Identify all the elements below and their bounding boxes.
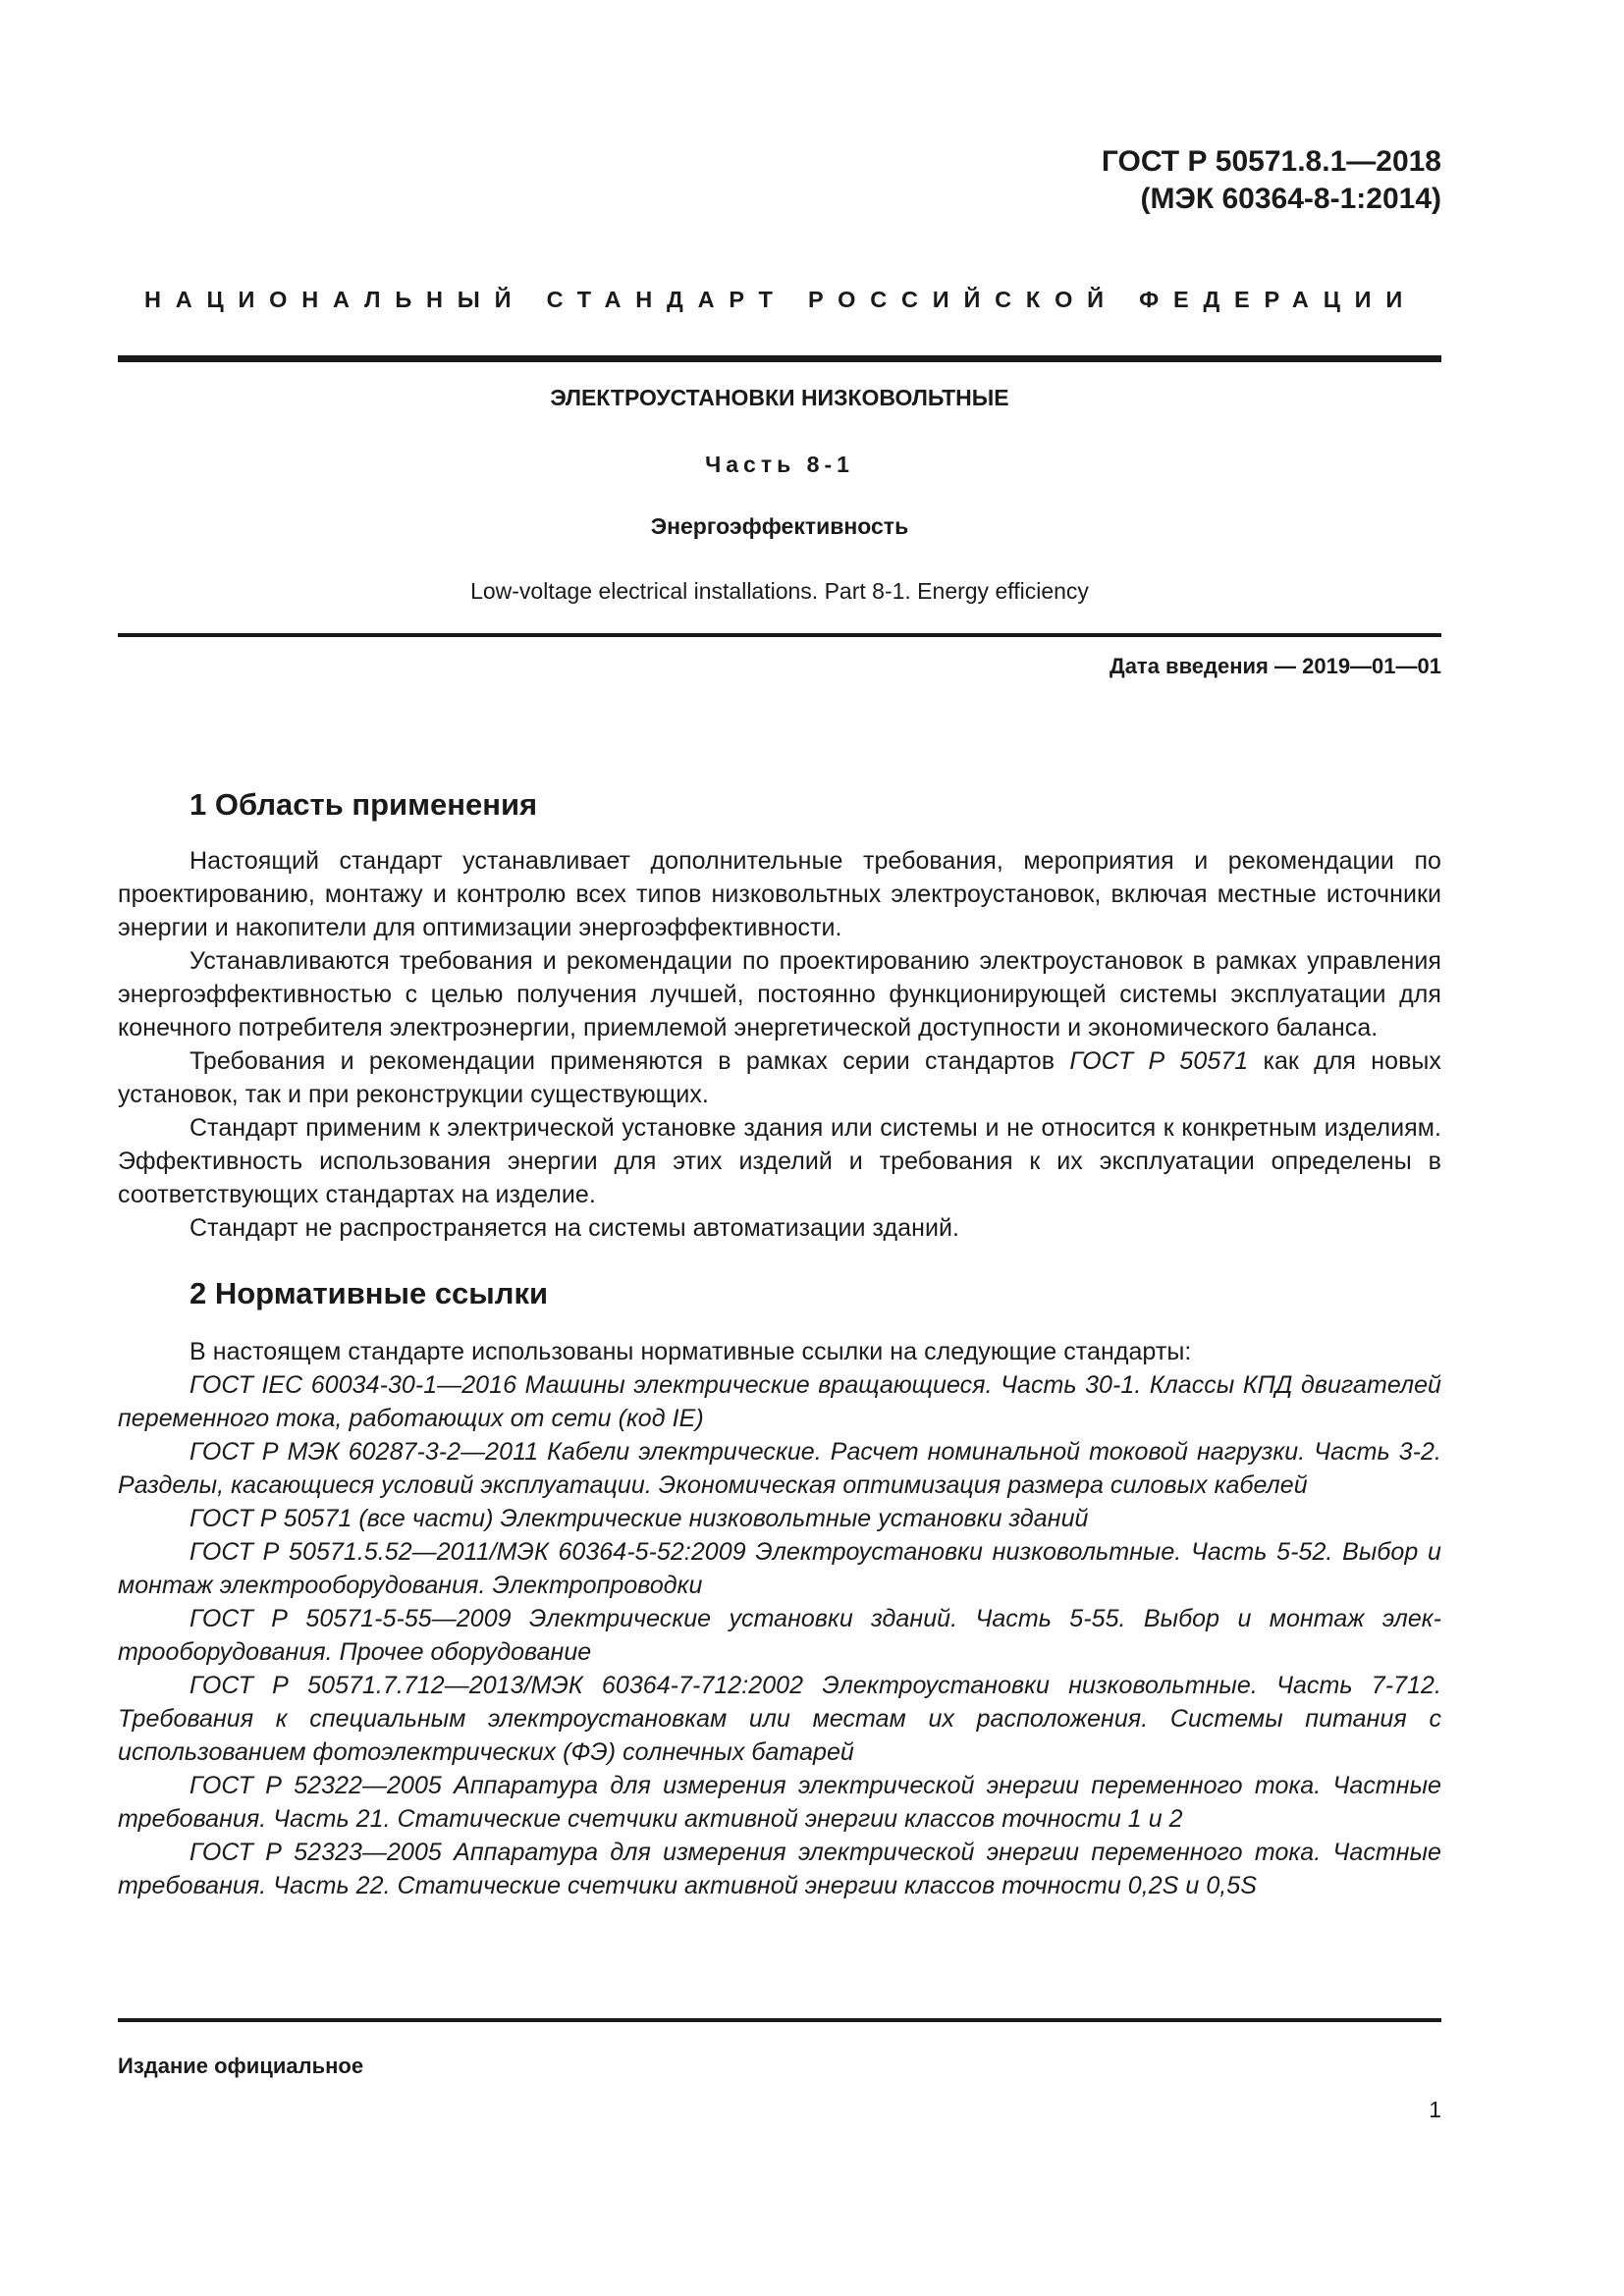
normative-ref-item: ГОСТ Р 52322—2005 Аппаратура для измерения электрической энергии переменного тока. Частные требования. Часть 21. Статические счетчики активной энергии классов точности 1 и 2 <box>118 1772 1441 1833</box>
normative-ref-item: ГОСТ IEC 60034-30-1—2016 Машины электрические вращающиеся. Часть 30-1. Классы КПД двигателей переменного тока, работающих от сети (код IE) <box>118 1371 1441 1432</box>
normative-refs-intro: В настоящем стандарте использованы нормативные ссылки на следующие стандарты: <box>189 1338 1192 1365</box>
title-rule <box>118 633 1441 637</box>
page-number: 1 <box>1429 2097 1441 2122</box>
scope-p3-text-a: Требования и рекомендации применяются в рамках серии стандартов <box>189 1047 1070 1075</box>
scope-paragraph-5: Стандарт не распространяется на системы автоматизации зданий. <box>189 1214 959 1242</box>
scope-p3-text-b: как для новых установок, так и при реконструкции существующих. <box>118 1047 1441 1108</box>
scope-paragraph-3 <box>118 1044 1441 1111</box>
normative-ref-item: ГОСТ Р 50571 (все части) Электрические низковольтные установки зданий <box>189 1505 1089 1532</box>
designation-gost: ГОСТ Р 50571.8.1—2018 <box>1101 145 1441 178</box>
title-main: ЭЛЕКТРОУСТАНОВКИ НИЗКОВОЛЬТНЫЕ <box>550 385 1009 410</box>
normative-ref-item: ГОСТ Р 50571.5.52—2011/МЭК 60364-5-52:2009 Электроустановки низковольтные. Часть 5-52. Выбор и монтаж электрооборудования. Электропроводки <box>118 1538 1441 1599</box>
normative-ref-item: ГОСТ Р МЭК 60287-3-2—2011 Кабели электрические. Расчет номинальной токовой нагрузки. Часть 3-2. Разделы, касающиеся условий эксплуатации. Экономическая оптимизация размера силовых кабелей <box>118 1438 1441 1499</box>
standard-designation <box>1102 143 1441 218</box>
introduction-date: Дата введения — 2019—01—01 <box>1110 654 1441 678</box>
scope-p3-gost-ref: ГОСТ Р 50571 <box>1069 1047 1249 1075</box>
title-english: Low-voltage electrical installations. Part 8-1. Energy efficiency <box>470 578 1089 604</box>
designation-iec: (МЭК 60364-8-1:2014) <box>1140 183 1441 215</box>
normative-ref-item: ГОСТ Р 50571.7.712—2013/МЭК 60364-7-712:2002 Электроустановки низковольтные. Часть 7-712. Требования к специальным электроустановкам или местам их расположения. Системы питания с использованием фотоэлектрических (ФЭ) солнечных батарей <box>118 1672 1441 1766</box>
title-subtitle: Энергоэффективность <box>650 513 909 539</box>
official-edition-label: Издание официальное <box>118 2054 364 2078</box>
section-heading-normative-refs: 2 Нормативные ссылки <box>189 1276 549 1310</box>
normative-ref-item: ГОСТ Р 52323—2005 Аппаратура для измерения электрической энергии переменного тока. Частные требования. Часть 22. Статические счетчики активной энергии классов точности 0,2S и 0,5S <box>118 1839 1441 1899</box>
top-rule <box>118 355 1441 362</box>
footer-rule <box>118 2018 1441 2022</box>
title-part: Часть 8-1 <box>705 452 854 477</box>
scope-paragraph-1: Настоящий стандарт устанавливает дополнительные требования, мероприятия и рекомендации по проектированию, монтажу и контролю всех типов низковольтных электроустановок, включая местные источники энергии и накопители для оптимизации энергоэффективности. <box>118 847 1441 941</box>
section-heading-scope: 1 Область применения <box>189 787 538 822</box>
scope-paragraph-2: Устанавливаются требования и рекомендации по проектированию электроустановок в рамках управления энергоэффективностью с целью получения лучшей, постоянно функционирующей системы эксплуатации для конечного потребителя электроэнергии, приемлемой энергетической доступности и экономического баланса. <box>118 947 1441 1041</box>
national-standard-banner: НАЦИОНАЛЬНЫЙ СТАНДАРТ РОССИЙСКОЙ ФЕДЕРАЦИИ <box>143 287 1418 312</box>
normative-ref-item: ГОСТ Р 50571-5-55—2009 Электрические установки зданий. Часть 5-55. Выбор и монтаж электрооборудования. Прочее оборудование <box>118 1605 1441 1666</box>
document-body <box>118 785 1441 1902</box>
scope-paragraph-4: Стандарт применим к электрической установке здания или системы и не относится к конкретным изделиям. Эффективность использования энергии для этих изделий и требования к их эксплуатации определены в соответствующих стандартах на изделие. <box>118 1114 1441 1208</box>
